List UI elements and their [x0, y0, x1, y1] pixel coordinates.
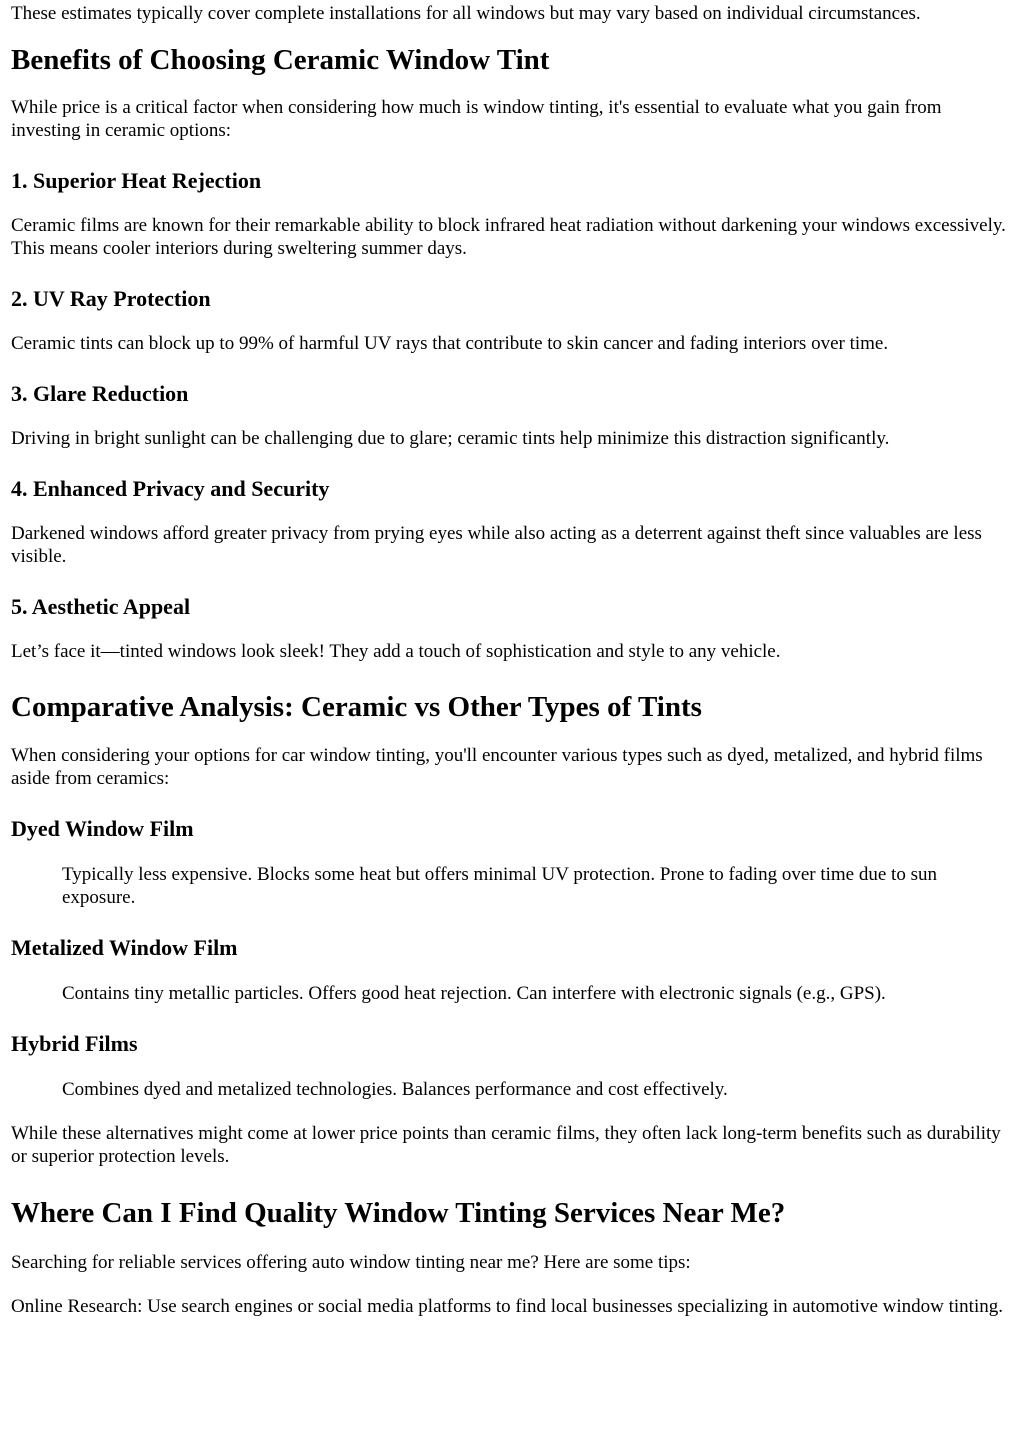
- benefit-heat-rejection-title: 1. Superior Heat Rejection: [11, 168, 262, 193]
- benefits-intro: While price is a critical factor when considering how much is window tinting, it's essential to evaluate what you gain from investing in ceramic options:: [11, 97, 942, 141]
- benefit-privacy-security-text: Darkened windows afford greater privacy from prying eyes while also acting as a deterrent against theft since valuables are less visible.: [11, 523, 982, 567]
- dyed-film-title: Dyed Window Film: [11, 816, 194, 841]
- hybrid-film-title: Hybrid Films: [11, 1031, 138, 1056]
- dyed-film-text: Typically less expensive. Blocks some heat but offers minimal UV protection. Prone to fading over time due to sun exposure.: [62, 864, 937, 908]
- comparison-heading: Comparative Analysis: Ceramic vs Other Types of Tints: [11, 691, 702, 723]
- benefit-uv-protection-title: 2. UV Ray Protection: [11, 286, 211, 311]
- metalized-film-title: Metalized Window Film: [11, 935, 238, 960]
- where-heading: Where Can I Find Quality Window Tinting Services Near Me?: [11, 1197, 786, 1229]
- comparison-closing: While these alternatives might come at lower price points than ceramic films, they often lack long-term benefits such as durability or superior protection levels.: [11, 1123, 1001, 1167]
- where-intro: Searching for reliable services offering auto window tinting near me? Here are some tips:: [11, 1252, 691, 1273]
- benefit-privacy-security-title: 4. Enhanced Privacy and Security: [11, 476, 330, 501]
- intro-paragraph: These estimates typically cover complete installations for all windows but may vary based on individual circumstances.: [11, 3, 921, 24]
- benefit-aesthetic-appeal-text: Let’s face it—tinted windows look sleek! They add a touch of sophistication and style to any vehicle.: [11, 641, 781, 662]
- hybrid-film-text: Combines dyed and metalized technologies. Balances performance and cost effectively.: [62, 1079, 728, 1100]
- benefit-glare-reduction-text: Driving in bright sunlight can be challenging due to glare; ceramic tints help minimize this distraction significantly.: [11, 428, 890, 449]
- benefit-uv-protection-text: Ceramic tints can block up to 99% of harmful UV rays that contribute to skin cancer and fading interiors over time.: [11, 333, 889, 354]
- article: [0, 2, 1024, 1318]
- metalized-film-text: Contains tiny metallic particles. Offers good heat rejection. Can interfere with electronic signals (e.g., GPS).: [62, 983, 886, 1004]
- benefit-heat-rejection-text: Ceramic films are known for their remarkable ability to block infrared heat radiation without darkening your windows excessively. This means cooler interiors during sweltering summer days.: [11, 215, 1006, 259]
- comparison-intro: When considering your options for car window tinting, you'll encounter various types such as dyed, metalized, and hybrid films aside from ceramics:: [11, 745, 983, 789]
- benefit-glare-reduction-title: 3. Glare Reduction: [11, 381, 189, 406]
- benefits-heading: Benefits of Choosing Ceramic Window Tint: [11, 44, 550, 76]
- benefit-aesthetic-appeal-title: 5. Aesthetic Appeal: [11, 594, 191, 619]
- online-research-tip: Online Research: Use search engines or social media platforms to find local businesses specializing in automotive window tinting.: [11, 1296, 1003, 1317]
